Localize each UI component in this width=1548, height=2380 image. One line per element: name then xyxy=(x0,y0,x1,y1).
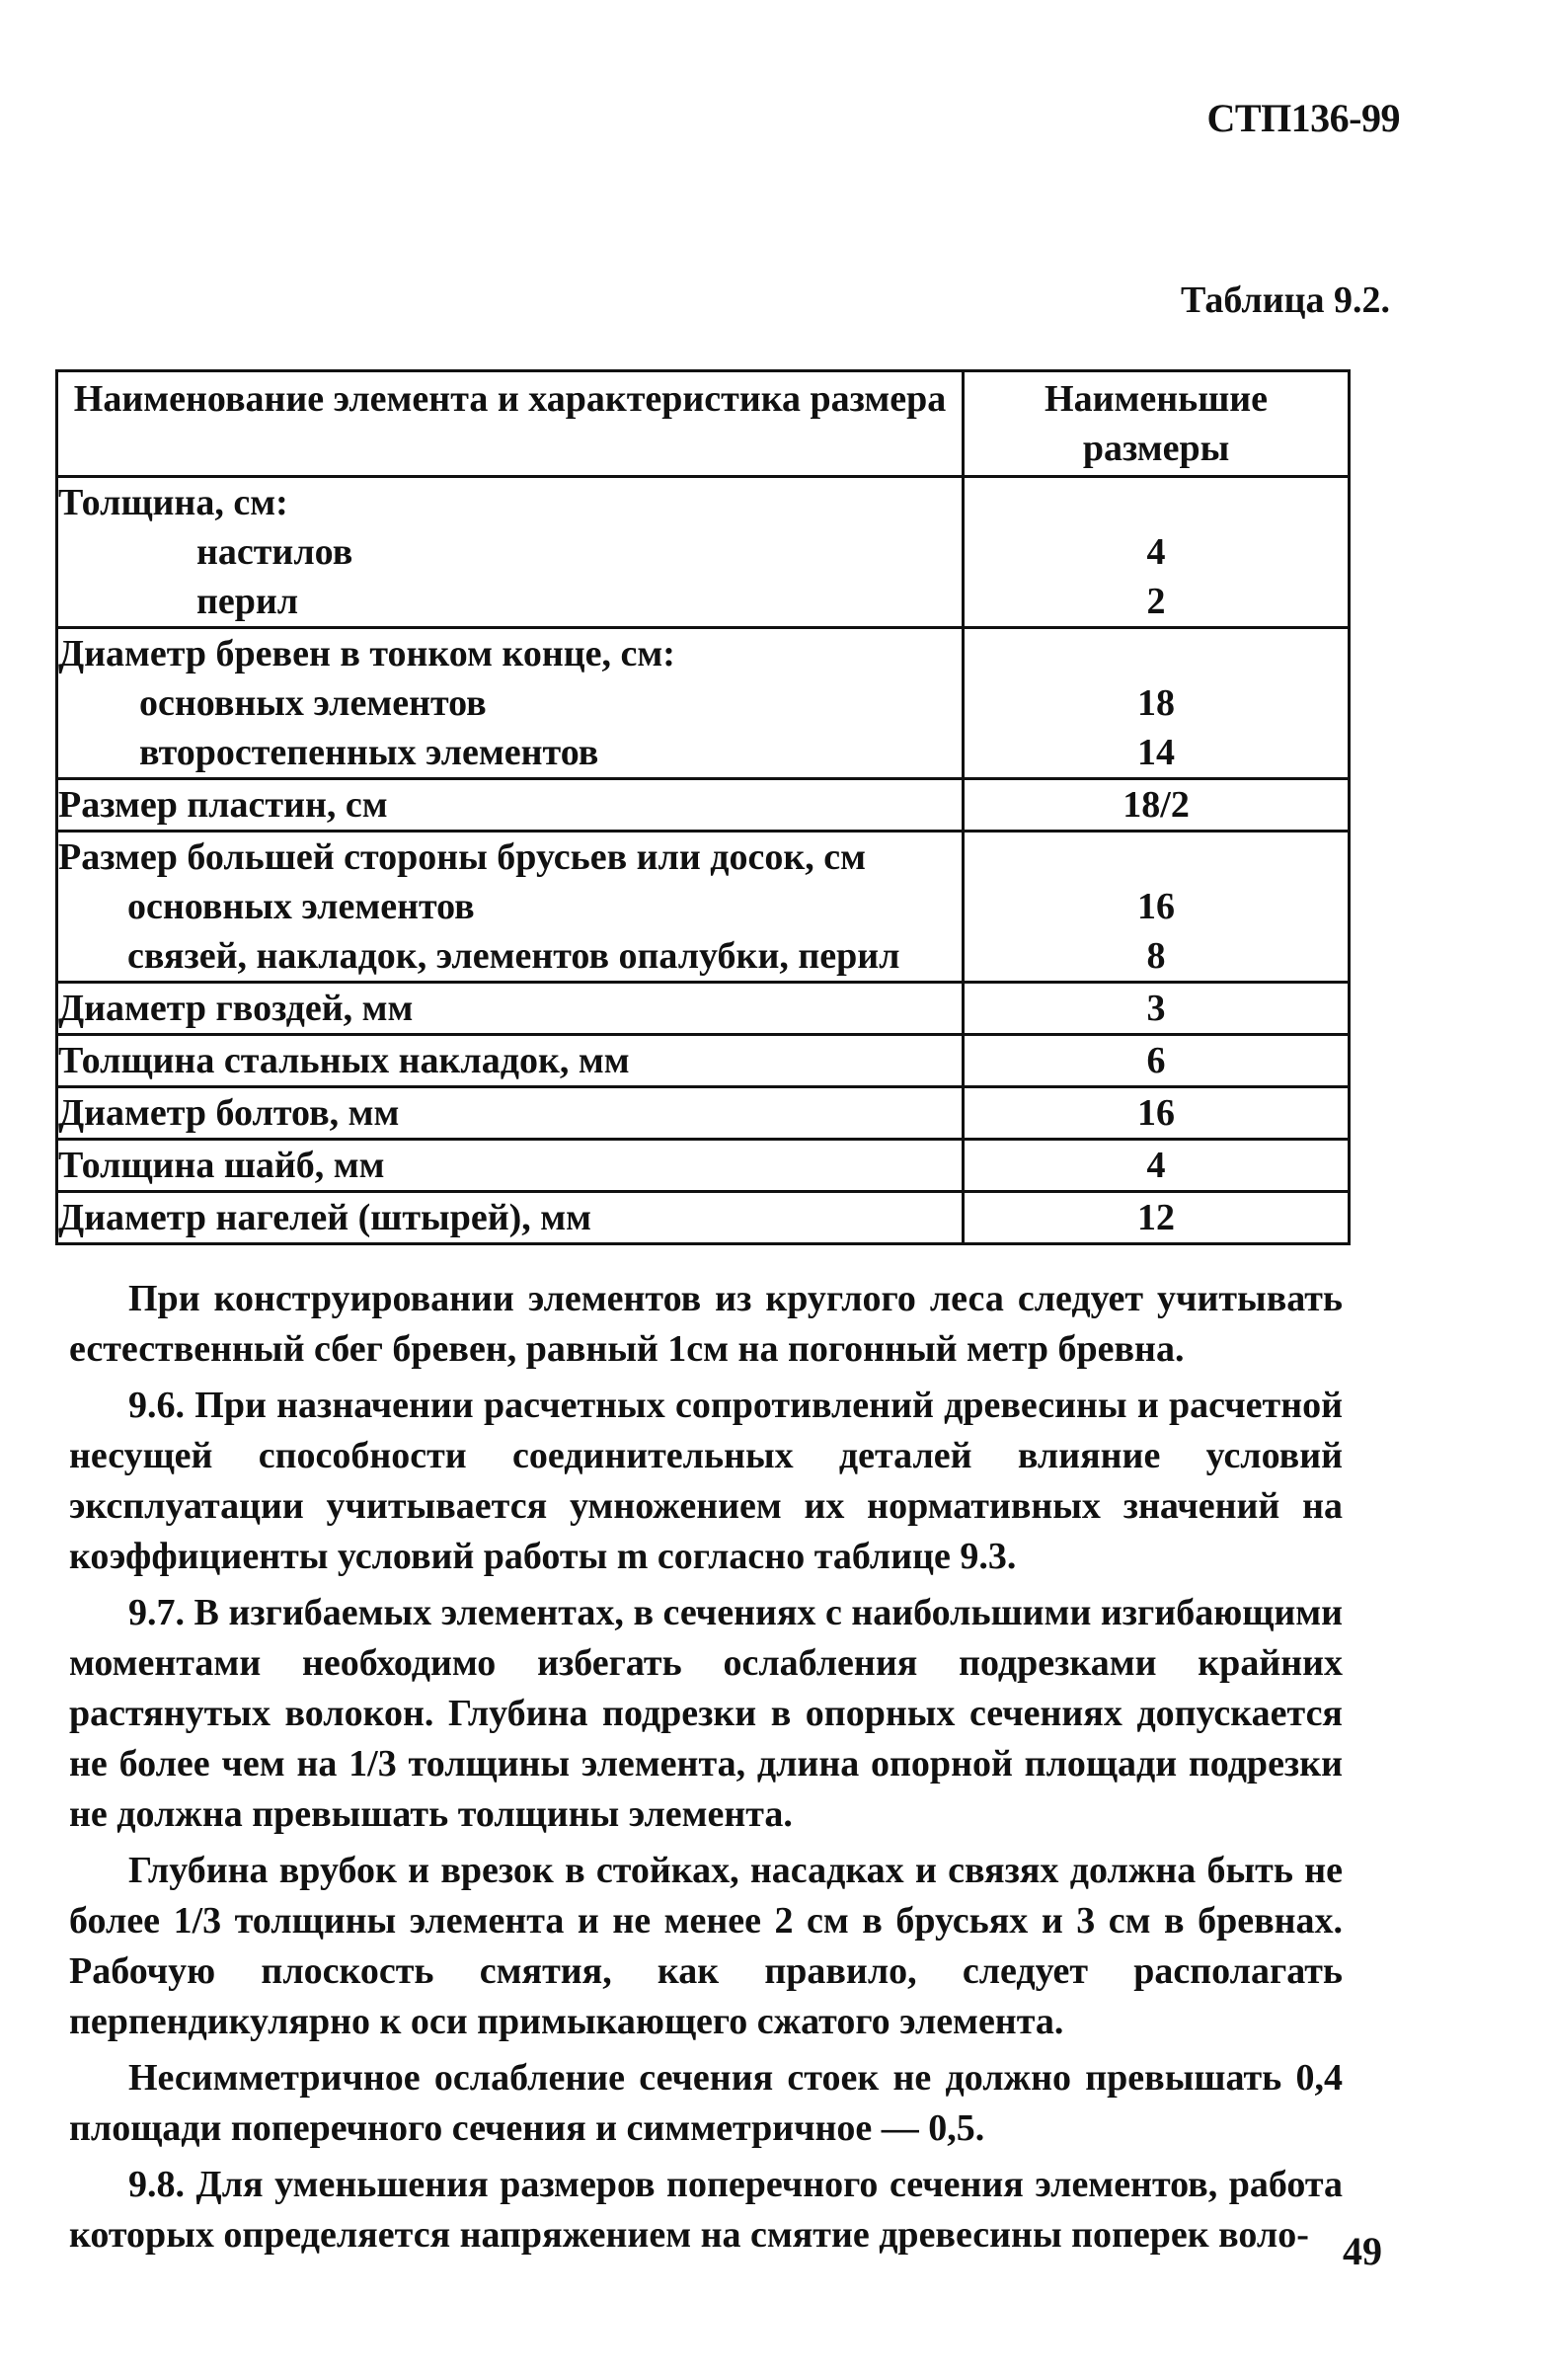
row-name-cell xyxy=(57,1035,964,1087)
row-value: 12 xyxy=(1137,1197,1176,1238)
row-heading: Диаметр болтов, мм xyxy=(58,1092,400,1134)
row-name-cell xyxy=(57,1140,964,1192)
row-value-cell xyxy=(964,983,1350,1035)
paragraph: Несимметричное ослабление сечения стоек не должно превышать 0,4 площади поперечного сечения и симметричное — 0,5. xyxy=(69,2057,1343,2149)
row-name-cell xyxy=(57,983,964,1035)
row-heading: Диаметр нагелей (штырей), мм xyxy=(58,1197,592,1238)
row-subitem: связей, накладок, элементов опалубки, перил xyxy=(127,935,900,977)
table-row xyxy=(57,1035,1350,1087)
row-heading: Диаметр гвоздей, мм xyxy=(58,988,414,1029)
row-value: 8 xyxy=(1146,935,1166,977)
page-number: 49 xyxy=(1343,2229,1382,2273)
paragraph: 9.7. В изгибаемых элементах, в сечениях с наибольшими изгибающими моментами необходимо избегать ослабления подрезками крайних растянутых волокон. Глубина подрезки в опорных сечениях допускается не более чем на 1/3 толщины элемента, длина опорной площади подрезки не должна превышать толщины элемента. xyxy=(69,1592,1343,1835)
row-heading: Размер большей стороны брусьев или досок, см xyxy=(58,836,866,878)
row-value: 2 xyxy=(1146,581,1166,622)
row-value: 3 xyxy=(1146,988,1166,1029)
row-subitem: перил xyxy=(196,581,299,622)
row-heading: Толщина, см: xyxy=(58,482,288,523)
row-subitem: второстепенных элементов xyxy=(139,732,599,773)
row-heading: Размер пластин, см xyxy=(58,784,388,826)
paragraph: 9.8. Для уменьшения размеров поперечного сечения элементов, работа которых определяется напряжением на смятие древесины поперек воло- xyxy=(69,2164,1343,2256)
table-row xyxy=(57,983,1350,1035)
row-value: 14 xyxy=(1137,732,1176,773)
table-caption: Таблица 9.2. xyxy=(1180,279,1390,321)
header-min-size: Наименьшие размеры xyxy=(964,371,1350,477)
row-value: 18 xyxy=(1137,682,1176,724)
paragraph: При конструировании элементов из круглого леса следует учитывать естественный сбег бревен, равный 1см на погонный метр бревна. xyxy=(69,1278,1343,1370)
table-row xyxy=(57,832,1350,983)
row-value-cell xyxy=(964,832,1350,983)
row-value xyxy=(965,629,1348,678)
document-code: СТП136-99 xyxy=(1206,96,1400,140)
row-name-cell xyxy=(57,1192,964,1244)
table-row xyxy=(57,1087,1350,1140)
paragraph: 9.6. При назначении расчетных сопротивлений древесины и расчетной несущей способности соединительных деталей влияние условий эксплуатации учитывается умножением их нормативных значений на коэффициенты условий работы m согласно таблице 9.3. xyxy=(69,1385,1343,1577)
row-subitem: настилов xyxy=(196,531,353,573)
row-value: 16 xyxy=(1137,886,1176,927)
row-value: 16 xyxy=(1137,1092,1176,1134)
row-subitem: основных элементов xyxy=(139,682,487,724)
header-element-name: Наименование элемента и характеристика размера xyxy=(57,371,964,477)
row-name-cell xyxy=(57,832,964,983)
row-name-cell xyxy=(57,477,964,628)
table-row xyxy=(57,628,1350,779)
row-heading: Диаметр бревен в тонком конце, см: xyxy=(58,633,675,674)
row-value-cell xyxy=(964,1035,1350,1087)
row-value xyxy=(965,833,1348,882)
table-row xyxy=(57,1192,1350,1244)
row-value xyxy=(965,478,1348,527)
row-value: 6 xyxy=(1146,1040,1166,1081)
row-value: 18/2 xyxy=(1122,784,1190,826)
dimensions-table xyxy=(55,369,1351,1245)
row-value-cell xyxy=(964,1192,1350,1244)
row-value-cell xyxy=(964,1087,1350,1140)
row-name-cell xyxy=(57,779,964,832)
row-value: 4 xyxy=(1146,1145,1166,1186)
row-value-cell xyxy=(964,779,1350,832)
row-value-cell xyxy=(964,628,1350,779)
row-value-cell xyxy=(964,1140,1350,1192)
row-heading: Толщина стальных накладок, мм xyxy=(58,1040,630,1081)
paragraph: Глубина врубок и врезок в стойках, насадках и связях должна быть не более 1/3 толщины элемента и не менее 2 см в брусьях и 3 см в бревнах. Рабочую плоскость смятия, как правило, следует располагать перпендикулярно к оси примыкающего сжатого элемента. xyxy=(69,1850,1343,2042)
row-name-cell xyxy=(57,628,964,779)
row-value: 4 xyxy=(1146,531,1166,573)
body-text xyxy=(69,1274,1343,2266)
row-name-cell xyxy=(57,1087,964,1140)
table-row xyxy=(57,779,1350,832)
row-value-cell xyxy=(964,477,1350,628)
table-row xyxy=(57,477,1350,628)
row-heading: Толщина шайб, мм xyxy=(58,1145,385,1186)
row-subitem: основных элементов xyxy=(127,886,475,927)
table-header-row xyxy=(57,371,1350,477)
table-row xyxy=(57,1140,1350,1192)
